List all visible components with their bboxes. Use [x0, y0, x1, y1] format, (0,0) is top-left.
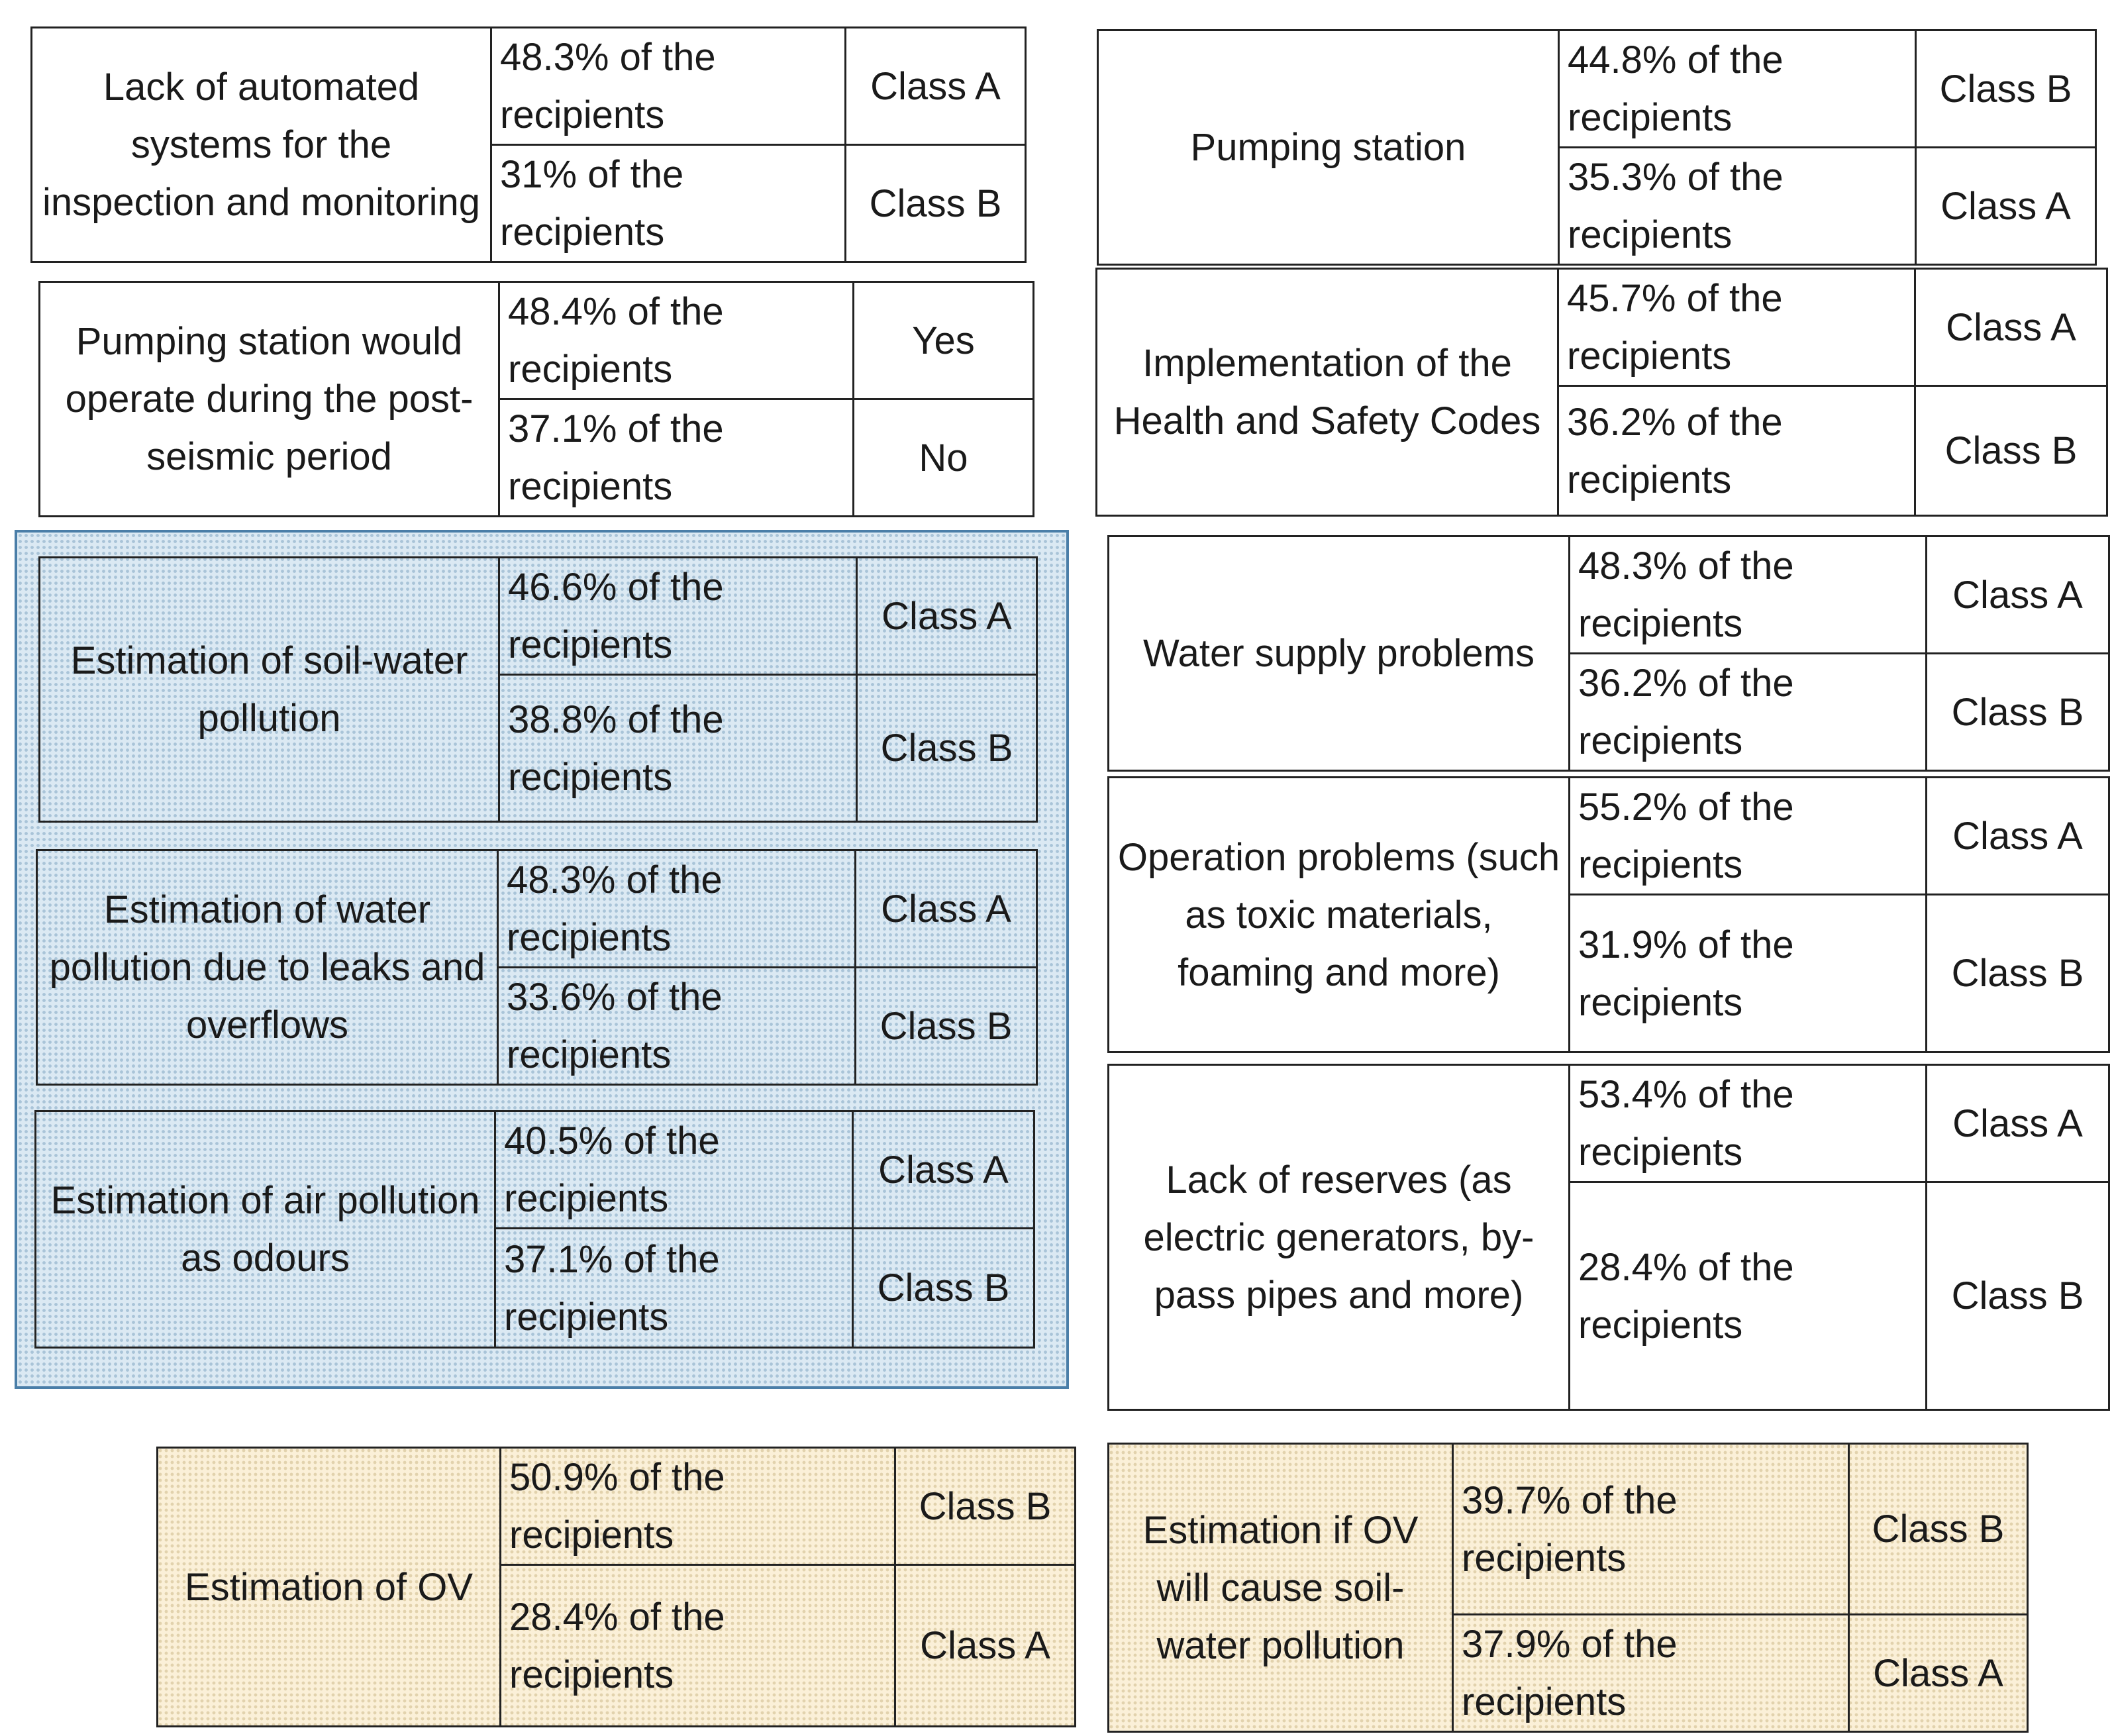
class-cell: Class B	[1927, 654, 2109, 771]
class-cell: Class B	[846, 145, 1026, 262]
percent-cell: 28.4% of the recipients	[1570, 1182, 1927, 1410]
result-row	[32, 28, 1026, 145]
percent-cell: 48.4% of the recipients	[499, 282, 854, 399]
block-ov-soil	[1107, 1443, 2029, 1733]
block-pumping-station	[1097, 29, 2097, 266]
factor-label: Operation problems (such as toxic materials, foaming and more)	[1109, 778, 1570, 1052]
percent-cell: 31.9% of the recipients	[1570, 895, 1927, 1052]
percent-cell: 39.7% of the recipients	[1453, 1444, 1849, 1615]
factor-label: Estimation if OV will cause soil-water pollution	[1109, 1444, 1453, 1732]
percent-cell: 37.9% of the recipients	[1453, 1615, 1849, 1732]
result-row	[40, 558, 1037, 675]
percent-cell: 28.4% of the recipients	[501, 1565, 895, 1727]
percent-cell: 48.3% of the recipients	[498, 850, 856, 968]
class-cell: Class B	[857, 675, 1037, 822]
percent-cell: 36.2% of the recipients	[1570, 654, 1927, 771]
percent-cell: 35.3% of the recipients	[1559, 148, 1916, 265]
class-cell: Class A	[1849, 1615, 2028, 1732]
result-row	[1109, 536, 2109, 654]
class-cell: Class B	[895, 1448, 1076, 1565]
result-row	[158, 1448, 1076, 1565]
class-cell: Class B	[1927, 1182, 2109, 1410]
class-cell: Class A	[846, 28, 1026, 145]
percent-cell: 44.8% of the recipients	[1559, 30, 1916, 148]
percent-cell: 46.6% of the recipients	[499, 558, 857, 675]
class-cell: Class A	[895, 1565, 1076, 1727]
class-cell: Class A	[856, 850, 1037, 968]
result-row	[40, 282, 1034, 399]
block-operation	[1107, 776, 2110, 1053]
result-row	[1097, 269, 2107, 386]
percent-cell: 40.5% of the recipients	[495, 1111, 853, 1229]
block-soil-water	[38, 556, 1038, 823]
class-cell: Class A	[853, 1111, 1034, 1229]
block-automation	[30, 26, 1027, 263]
percent-cell: 37.1% of the recipients	[499, 399, 854, 517]
class-cell: Class B	[1927, 895, 2109, 1052]
class-cell: Class B	[853, 1229, 1034, 1348]
percent-cell: 45.7% of the recipients	[1558, 269, 1915, 386]
class-cell: Class A	[1916, 148, 2096, 265]
block-odours	[34, 1110, 1035, 1349]
percent-cell: 53.4% of the recipients	[1570, 1065, 1927, 1182]
class-cell: Class A	[1927, 778, 2109, 895]
factor-label: Estimation of water pollution due to leaks and overflows	[37, 850, 498, 1085]
block-leaks	[36, 849, 1038, 1086]
result-row	[1109, 1444, 2028, 1615]
class-cell: Class B	[1849, 1444, 2028, 1615]
result-row	[1109, 778, 2109, 895]
class-cell: Class A	[1915, 269, 2107, 386]
factor-label: Estimation of soil-water pollution	[40, 558, 499, 822]
percent-cell: 33.6% of the recipients	[498, 968, 856, 1085]
percent-cell: 38.8% of the recipients	[499, 675, 857, 822]
class-cell: Yes	[854, 282, 1034, 399]
block-ov	[156, 1447, 1076, 1727]
factor-label: Estimation of OV	[158, 1448, 501, 1727]
percent-cell: 37.1% of the recipients	[495, 1229, 853, 1348]
result-row	[1098, 30, 2096, 148]
factor-label: Pumping station	[1098, 30, 1559, 265]
class-cell: Class A	[857, 558, 1037, 675]
class-cell: Class B	[856, 968, 1037, 1085]
percent-cell: 55.2% of the recipients	[1570, 778, 1927, 895]
result-row	[36, 1111, 1034, 1229]
percent-cell: 48.3% of the recipients	[1570, 536, 1927, 654]
factor-label: Lack of reserves (as electric generators, by-pass pipes and more)	[1109, 1065, 1570, 1410]
factor-label: Water supply problems	[1109, 536, 1570, 771]
result-row	[1109, 1065, 2109, 1182]
class-cell: Class A	[1927, 536, 2109, 654]
factor-label: Estimation of air pollution as odours	[36, 1111, 495, 1348]
block-post-seismic	[38, 281, 1034, 517]
block-water-supply	[1107, 535, 2110, 772]
percent-cell: 36.2% of the recipients	[1558, 386, 1915, 516]
percent-cell: 31% of the recipients	[491, 145, 846, 262]
percent-cell: 50.9% of the recipients	[501, 1448, 895, 1565]
block-health-safety	[1095, 268, 2108, 517]
factor-label: Pumping station would operate during the post-seismic period	[40, 282, 499, 517]
class-cell: Class B	[1915, 386, 2107, 516]
factor-label: Implementation of the Health and Safety Codes	[1097, 269, 1558, 516]
percent-cell: 48.3% of the recipients	[491, 28, 846, 145]
result-row	[37, 850, 1037, 968]
class-cell: Class B	[1916, 30, 2096, 148]
factor-label: Lack of automated systems for the inspection and monitoring	[32, 28, 491, 262]
class-cell: Class A	[1927, 1065, 2109, 1182]
class-cell: No	[854, 399, 1034, 517]
block-reserves	[1107, 1064, 2110, 1411]
